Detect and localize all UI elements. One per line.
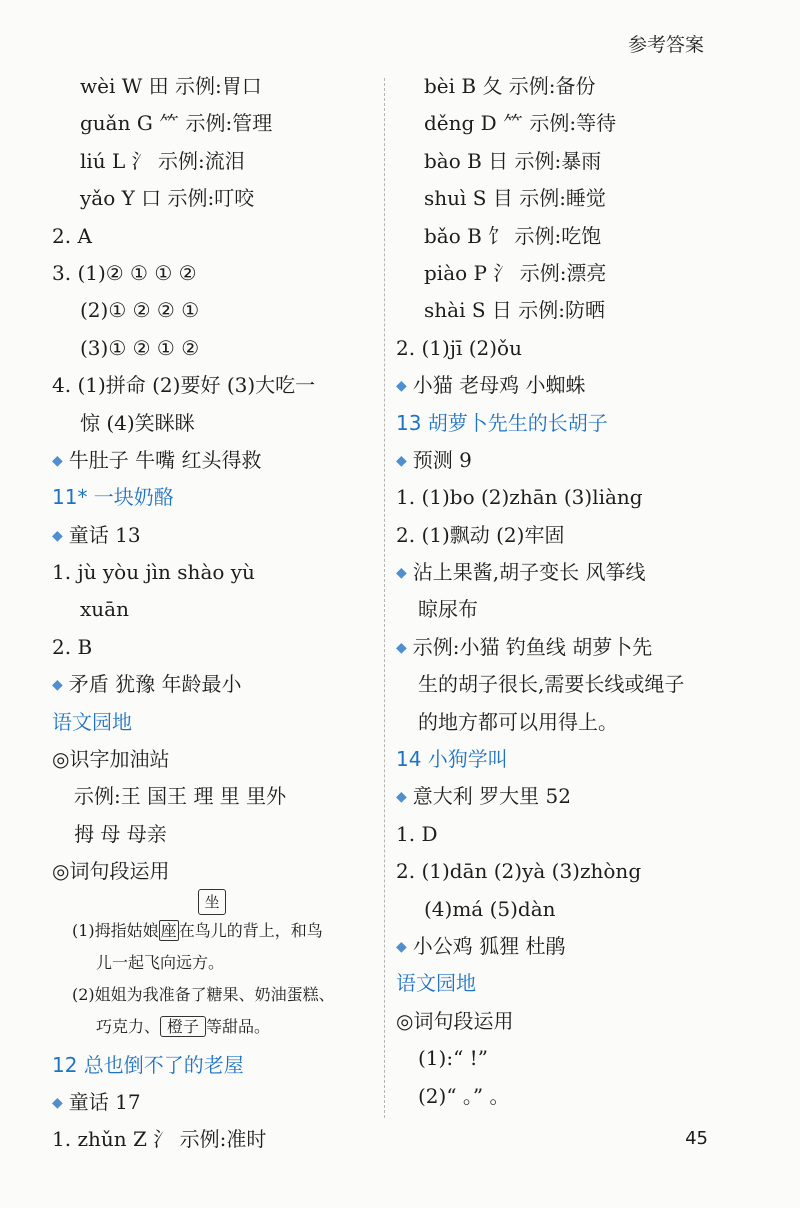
answer-line: 的地方都可以用得上。	[418, 709, 618, 734]
example-text: 等甜品。	[206, 1016, 271, 1036]
answer-line: ◆ 矛盾 犹豫 年龄最小	[52, 666, 372, 703]
answer-line: liú L 氵 示例:流泪	[80, 148, 245, 173]
answer-line: shài S 日 示例:防晒	[424, 298, 605, 323]
answer-line: 2. (1)jī (2)ǒu	[396, 335, 522, 360]
answer-line: (2)① ② ② ①	[80, 298, 200, 323]
example-text: (1)拇指姑娘	[72, 920, 159, 940]
answer-line: 1. (1)bo (2)zhān (3)liàng	[396, 485, 643, 510]
answer-line: 示例:王 国王 理 里 里外	[74, 784, 287, 809]
answer-line: yǎo Y 口 示例:叮咬	[80, 186, 255, 211]
column-divider	[384, 78, 385, 1118]
right-column	[396, 68, 716, 1115]
answer-line: ◆ 意大利 罗大里 52	[396, 778, 716, 815]
answer-line: 2. (1)dān (2)yà (3)zhòng	[396, 859, 642, 884]
example-line-3: (2)姐姐为我准备了糖果、奶油蛋糕、	[72, 984, 335, 1004]
boxed-word: 橙子	[160, 1016, 206, 1037]
answer-line: 生的胡子很长,需要长线或绳子	[418, 672, 685, 697]
answer-line: wèi W 田 示例:胃口	[80, 74, 262, 98]
answer-line: 晾尿布	[418, 597, 478, 622]
answer-line: guǎn G ⺮ 示例:管理	[80, 111, 273, 136]
page-header: 参考答案	[627, 34, 704, 56]
example-line-4	[96, 1011, 270, 1043]
answer-line: 2. (1)飘动 (2)牢固	[396, 522, 565, 547]
answer-line: ◆ 童话 13	[52, 517, 372, 554]
answer-line: ◎词句段运用	[396, 1008, 514, 1033]
example-line-2: 儿一起飞向远方。	[96, 952, 225, 972]
answer-line: ◆ 小猫 老母鸡 小蜘蛛	[396, 367, 716, 404]
answer-line: ◎识字加油站	[52, 747, 170, 772]
left-column	[52, 68, 372, 1159]
section-heading: 语文园地	[396, 971, 476, 996]
section-heading: 11* 一块奶酪	[52, 485, 174, 510]
sentence-correction-example	[52, 892, 372, 1047]
answer-line: ◆ 牛肚子 牛嘴 红头得救	[52, 442, 372, 479]
example-text: 在鸟儿的背上，和鸟	[178, 920, 323, 940]
answer-line: (3)① ② ① ②	[80, 335, 200, 360]
answer-line: 2. B	[52, 634, 93, 659]
answer-line: ◆ 示例:小猫 钓鱼线 胡萝卜先	[396, 629, 716, 666]
section-heading: 12 总也倒不了的老屋	[52, 1052, 244, 1077]
section-heading: 语文园地	[52, 709, 132, 734]
answer-line: děng D ⺮ 示例:等待	[424, 111, 617, 136]
answer-line: piào P 氵 示例:漂亮	[424, 260, 607, 285]
example-line-1	[72, 915, 323, 947]
answer-line: ◆ 沾上果酱,胡子变长 风筝线	[396, 554, 716, 591]
marked-character: 座	[160, 920, 177, 940]
answer-line: bèi B 夂 示例:备份	[424, 74, 596, 98]
answer-line: 惊 (4)笑眯眯	[80, 410, 195, 435]
section-heading: 13 胡萝卜先生的长胡子	[396, 410, 608, 435]
answer-line: ◆ 童话 17	[52, 1084, 372, 1121]
right-answer-list	[396, 68, 716, 1115]
correction-box: 坐	[198, 889, 226, 915]
answer-line: 1. zhǔn Z 氵 示例:准时	[52, 1127, 267, 1152]
left-answer-list-2	[52, 1047, 372, 1159]
answer-line: (4)má (5)dàn	[424, 896, 556, 921]
answer-line: xuān	[80, 597, 129, 622]
answer-line: 3. (1)② ① ① ②	[52, 260, 197, 285]
example-text: 巧克力、	[96, 1016, 161, 1036]
answer-line: 1. D	[396, 821, 438, 846]
answer-line: shuì S 目 示例:睡觉	[424, 186, 606, 211]
answer-line: 2. A	[52, 223, 92, 248]
answer-line: bǎo B 饣 示例:吃饱	[424, 223, 602, 248]
answer-line: 拇 母 母亲	[74, 821, 167, 846]
answer-line: 4. (1)拼命 (2)要好 (3)大吃一	[52, 373, 316, 398]
answer-line: ◆ 小公鸡 狐狸 杜鹃	[396, 928, 716, 965]
left-answer-list	[52, 68, 372, 891]
answer-line: (2)“ 。” 。	[418, 1083, 510, 1108]
section-heading: 14 小狗学叫	[396, 747, 508, 772]
page-number: 45	[685, 1128, 708, 1149]
answer-line: (1):“ !”	[418, 1046, 488, 1071]
answer-line: ◆ 预测 9	[396, 442, 716, 479]
answer-line: 1. jù yòu jìn shào yù	[52, 560, 255, 585]
answer-line: ◎词句段运用	[52, 859, 170, 884]
answer-line: bào B 日 示例:暴雨	[424, 148, 602, 173]
